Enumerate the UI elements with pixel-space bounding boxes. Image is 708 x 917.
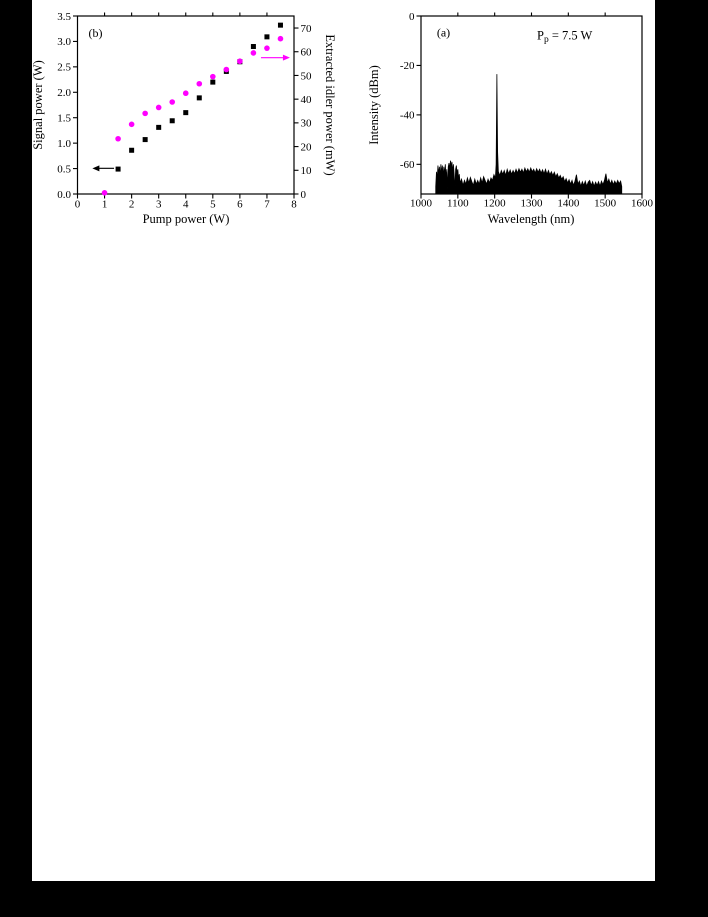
y-left-tick-label: 1.5 (57, 112, 71, 125)
data-point-circle (142, 111, 148, 117)
x-tick-label: 1600 (631, 197, 653, 210)
y-tick-label: 0 (409, 10, 415, 23)
x-tick-label: 1300 (520, 197, 543, 210)
data-point-circle (196, 81, 202, 87)
data-point-square (143, 137, 148, 142)
y-tick-label: -60 (399, 159, 415, 172)
data-point-circle (264, 45, 270, 51)
annotation-rest: = 7.5 W (548, 28, 593, 43)
x-tick-label: 4 (183, 198, 189, 211)
data-point-square (156, 125, 161, 130)
x-tick-label: 6 (237, 198, 243, 211)
data-point-square (278, 23, 283, 28)
white-sheet (32, 0, 655, 881)
y-left-tick-label: 1.0 (57, 137, 71, 150)
y-right-tick-label: 30 (300, 117, 312, 130)
pump-power-axis-title: Pump power (W) (142, 212, 230, 226)
x-tick-label: 1 (101, 198, 108, 211)
y-left-tick-label: 0.0 (57, 188, 71, 201)
data-point-square (116, 167, 121, 172)
y-right-tick-label: 40 (300, 93, 312, 106)
y-right-tick-label: 20 (300, 141, 312, 154)
y-left-tick-label: 3.5 (57, 10, 71, 23)
x-tick-label: 1400 (557, 197, 580, 210)
idler-power-axis-title: Extracted idler power (mW) (323, 34, 337, 176)
data-point-circle (169, 99, 175, 105)
x-tick-label: 0 (74, 198, 81, 211)
y-right-tick-label: 60 (300, 46, 312, 59)
x-tick-label: 1200 (483, 197, 506, 210)
data-point-circle (278, 36, 284, 42)
data-point-square (210, 80, 215, 85)
y-right-tick-label: 70 (300, 22, 312, 35)
data-point-square (197, 95, 202, 100)
annotation-subscript: p (543, 35, 549, 45)
data-point-square (170, 118, 175, 123)
data-point-square (251, 44, 256, 49)
data-point-circle (210, 74, 216, 80)
data-point-square (129, 148, 134, 153)
y-tick-label: -40 (399, 109, 415, 122)
intensity-axis-title: Intensity (dBm) (367, 65, 381, 145)
y-left-tick-label: 3.0 (57, 36, 71, 49)
y-right-tick-label: 0 (300, 188, 306, 201)
x-tick-label: 7 (264, 198, 270, 211)
data-point-circle (129, 121, 135, 127)
y-left-tick-label: 2.0 (57, 87, 71, 100)
x-tick-label: 1100 (447, 197, 469, 210)
data-point-circle (102, 190, 108, 196)
x-tick-label: 1500 (594, 197, 617, 210)
data-point-square (183, 110, 188, 115)
data-point-square (264, 34, 269, 39)
signal-power-axis-title: Signal power (W) (31, 60, 45, 150)
data-point-circle (237, 58, 243, 64)
x-tick-label: 3 (155, 198, 162, 211)
annotation-prefix: P (537, 28, 544, 43)
data-point-circle (251, 50, 257, 56)
wavelength-axis-title: Wavelength (nm) (487, 212, 575, 226)
data-point-circle (156, 105, 162, 111)
x-tick-label: 1000 (410, 197, 432, 210)
y-left-tick-label: 2.5 (57, 61, 71, 74)
panel-a-label: (a) (436, 25, 451, 40)
data-point-circle (183, 90, 189, 96)
y-left-tick-label: 0.5 (57, 163, 71, 176)
y-tick-label: -20 (399, 60, 415, 73)
data-point-circle (115, 136, 121, 142)
panel-b-label: (b) (88, 26, 103, 40)
x-tick-label: 8 (291, 198, 297, 211)
y-right-tick-label: 10 (300, 165, 312, 178)
x-tick-label: 2 (128, 198, 135, 211)
y-right-tick-label: 50 (300, 70, 312, 83)
x-tick-label: 5 (210, 198, 216, 211)
data-point-circle (224, 67, 230, 73)
